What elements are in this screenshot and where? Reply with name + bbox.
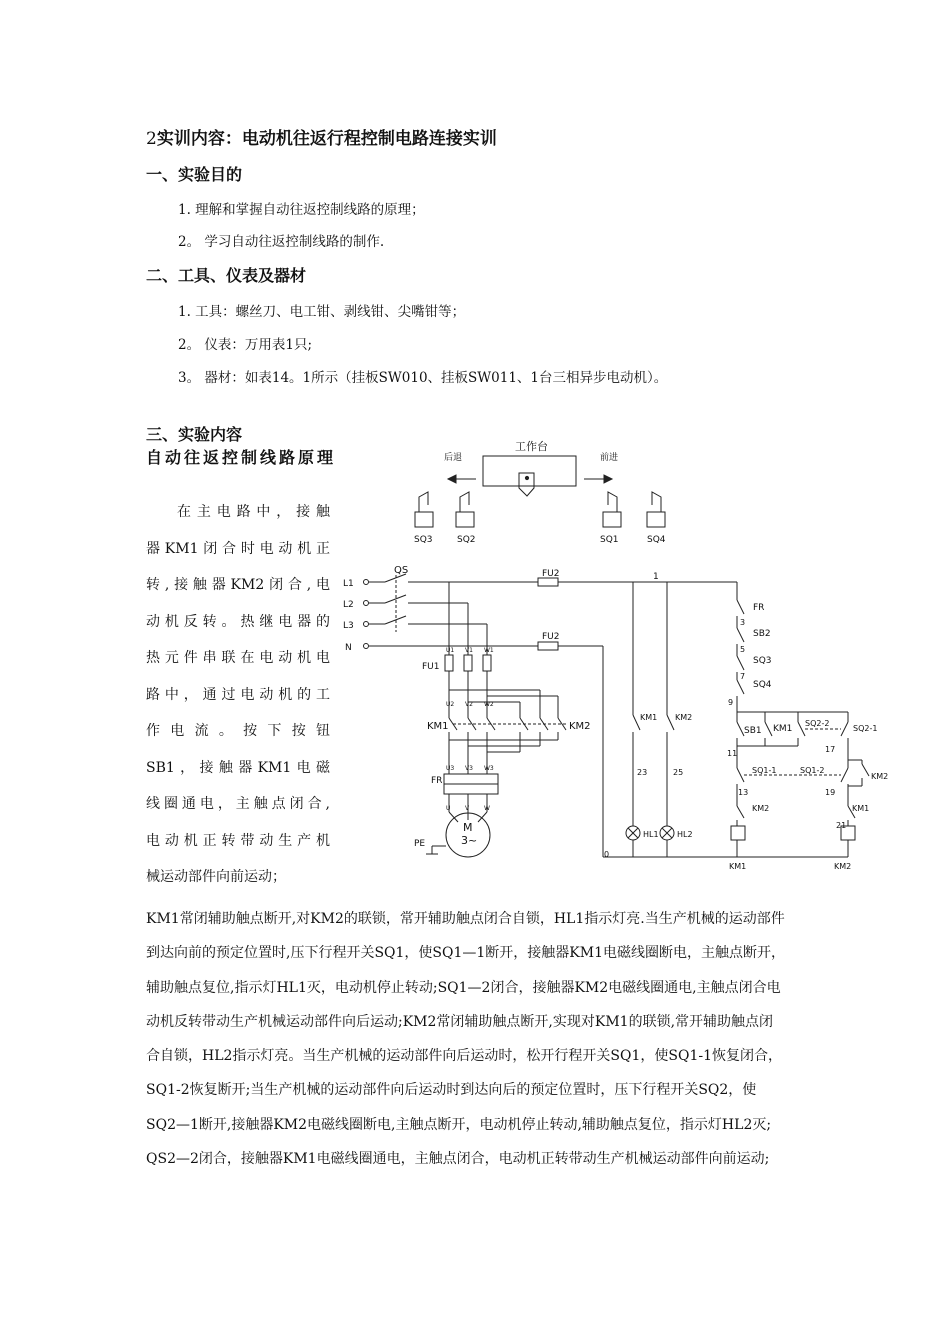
fuse-fu2-a bbox=[538, 578, 558, 586]
section3-heading: 三、实验内容 bbox=[146, 425, 243, 444]
forward-label: 前进 bbox=[600, 453, 619, 463]
fr-ctrl-label: FR bbox=[753, 603, 765, 613]
text-line: SB1，接触器KM1电磁 bbox=[146, 759, 330, 776]
node-21-label: 21 bbox=[836, 821, 847, 830]
pe-label: PE bbox=[414, 839, 426, 849]
title-number: 2 bbox=[146, 129, 157, 149]
km2-hl-label: KM2 bbox=[675, 713, 693, 722]
limit-switch-sq2 bbox=[456, 492, 474, 527]
limit-switch-sq3 bbox=[415, 492, 433, 527]
km2-main-label: KM2 bbox=[569, 721, 591, 732]
w-label: W bbox=[484, 805, 490, 812]
km1-interlock-label: KM1 bbox=[852, 804, 870, 813]
node-25-label: 25 bbox=[673, 768, 684, 777]
text-line: 到达向前的预定位置时,压下行程开关SQ1，使SQ1—1断开，接触器KM1电磁线圈断电，主触点断开， bbox=[146, 945, 786, 962]
section2-item-1: 1. 工具：螺丝刀、电工钳、剥线钳、尖嘴钳等； bbox=[178, 304, 466, 320]
v2-label: V2 bbox=[465, 701, 473, 708]
text-line: QS2—2闭合，接触器KM1电磁线圈通电，主触点闭合，电动机正转带动生产机械运动部件向前运动; bbox=[146, 1151, 770, 1168]
text-line: 转,接触器KM2闭合,电 bbox=[146, 577, 330, 593]
fu1-label: FU1 bbox=[422, 662, 440, 672]
section1-item-2: 2。 学习自动往返控制线路的制作. bbox=[178, 234, 385, 250]
text-line: 动机反转。热继电器的 bbox=[146, 613, 330, 630]
section2-item-3: 3。 器材：如表14。1所示（挂板SW010、挂板SW011、1台三相异步电动机）。 bbox=[178, 370, 668, 386]
sb1-label: SB1 bbox=[744, 726, 762, 736]
text-line: KM1常闭辅助触点断开,对KM2的联锁，常开辅助触点闭合自锁，HL1指示灯亮.当生产机械的运动部件 bbox=[146, 911, 785, 927]
coil-km2-label: KM2 bbox=[834, 862, 852, 871]
l3-label: L3 bbox=[343, 621, 354, 631]
node-11-label: 11 bbox=[727, 749, 738, 758]
node-9-label: 9 bbox=[728, 698, 734, 707]
l2-label: L2 bbox=[343, 600, 354, 610]
l1-label: L1 bbox=[343, 579, 354, 589]
supply-lines bbox=[369, 582, 848, 857]
section1-item-1: 1. 理解和掌握自动往返控制线路的原理； bbox=[178, 202, 425, 218]
w3-label: W3 bbox=[484, 765, 494, 772]
sq2-label: SQ2 bbox=[457, 535, 476, 545]
text-line: 热元件串联在电动机电 bbox=[146, 650, 330, 666]
sb2-label: SB2 bbox=[753, 629, 771, 639]
back-label: 后退 bbox=[444, 453, 463, 463]
section3-subheading: 自动往返控制线路原理 bbox=[146, 448, 337, 467]
node-19-label: 19 bbox=[825, 788, 836, 797]
km1-coil bbox=[731, 826, 745, 840]
fu2b-label: FU2 bbox=[542, 632, 560, 642]
km2-aux-label: KM2 bbox=[871, 772, 889, 781]
text-line: 器KM1闭合时电动机正 bbox=[146, 540, 330, 557]
hl2-label: HL2 bbox=[677, 830, 693, 839]
qs-label: QS bbox=[394, 565, 409, 576]
km2-interlock-label: KM2 bbox=[752, 804, 770, 813]
text-line: 在主电路中，接触 bbox=[177, 504, 330, 520]
text-line: 合自锁，HL2指示灯亮。当生产机械的运动部件向后运动时，松开行程开关SQ1，使SQ1-1恢复闭合， bbox=[146, 1048, 782, 1065]
node-5-label: 5 bbox=[740, 645, 746, 654]
text-line: 动机反转带动生产机械运动部件向后运动;KM2常闭辅助触点断开,实现对KM1的联锁,常开辅助触点闭 bbox=[146, 1013, 774, 1030]
u3-label: U3 bbox=[446, 765, 455, 772]
title-text: 实训内容：电动机往返行程控制电路连接实训 bbox=[156, 129, 497, 149]
u-label: U bbox=[446, 805, 451, 812]
sq1-label: SQ1 bbox=[600, 535, 619, 545]
u1-label: U1 bbox=[446, 647, 455, 654]
text-line: 路中，通过电动机的工 bbox=[146, 686, 330, 703]
sq2-2-label: SQ2-2 bbox=[805, 719, 830, 728]
section2-heading: 二、工具、仪表及器材 bbox=[146, 266, 307, 285]
text-line: 作电流。按下按钮 bbox=[146, 723, 330, 739]
section1-heading: 一、实验目的 bbox=[146, 165, 243, 184]
sq3-ctrl-label: SQ3 bbox=[753, 656, 772, 666]
text-line: SQ1-2恢复断开;当生产机械的运动部件向后运动时到达向后的预定位置时，压下行程开关SQ2，使 bbox=[146, 1082, 757, 1099]
sq4-ctrl-label: SQ4 bbox=[753, 680, 772, 690]
text-line: 电动机正转带动生产机 bbox=[146, 832, 330, 849]
coil-km1-label: KM1 bbox=[729, 862, 747, 871]
text-line: 线圈通电，主触点闭合, bbox=[146, 796, 330, 812]
section2-item-2: 2。 仪表：万用表1只; bbox=[178, 337, 313, 353]
v1-label: V1 bbox=[465, 647, 473, 654]
sq2-1-label: SQ2-1 bbox=[853, 724, 878, 733]
km1-hl-label: KM1 bbox=[640, 713, 658, 722]
fu2a-label: FU2 bbox=[542, 569, 560, 579]
v-label: V bbox=[465, 805, 470, 812]
node-23-label: 23 bbox=[637, 768, 648, 777]
sq4-label: SQ4 bbox=[647, 535, 666, 545]
text-line: 辅助触点复位,指示灯HL1灭，电动机停止转动;SQ1—2闭合，接触器KM2电磁线圈通电,主触点闭合电 bbox=[146, 979, 781, 996]
sq3-label: SQ3 bbox=[414, 535, 433, 545]
hl1-label: HL1 bbox=[643, 830, 659, 839]
node-17-label: 17 bbox=[825, 745, 836, 754]
node-0-label: 0 bbox=[604, 850, 610, 859]
sq1-2-label: SQ1-2 bbox=[800, 766, 825, 775]
motor-3-label: 3~ bbox=[461, 834, 478, 847]
text-line: SQ2—1断开,接触器KM2电磁线圈断电,主触点断开，电动机停止转动,辅助触点复位，指示灯HL2灭; bbox=[146, 1116, 772, 1133]
v3-label: V3 bbox=[465, 765, 473, 772]
node-1-label: 1 bbox=[653, 572, 659, 582]
node-7-label: 7 bbox=[740, 672, 746, 681]
worktable-box bbox=[483, 456, 576, 486]
control-circuit bbox=[626, 582, 869, 857]
km1-main-label: KM1 bbox=[427, 721, 449, 732]
node-13-label: 13 bbox=[738, 788, 749, 797]
w1-label: W1 bbox=[484, 647, 494, 654]
w2-label: W2 bbox=[484, 701, 494, 708]
worktable-label: 工作台 bbox=[515, 440, 548, 453]
fuse-fu2-b bbox=[538, 642, 558, 650]
text-line: 械运动部件向前运动； bbox=[146, 869, 286, 885]
motor-m-label: M bbox=[463, 821, 473, 834]
qs-switch bbox=[385, 574, 406, 632]
main-circuit bbox=[426, 582, 566, 857]
limit-switch-sq4 bbox=[647, 492, 665, 527]
node-3-label: 3 bbox=[740, 618, 746, 627]
km1-aux-label: KM1 bbox=[773, 724, 793, 734]
u2-label: U2 bbox=[446, 701, 455, 708]
limit-switch-sq1 bbox=[603, 492, 621, 527]
sq1-1-label: SQ1-1 bbox=[752, 766, 777, 775]
fr-main-label: FR bbox=[431, 776, 443, 786]
n-label: N bbox=[345, 643, 352, 653]
